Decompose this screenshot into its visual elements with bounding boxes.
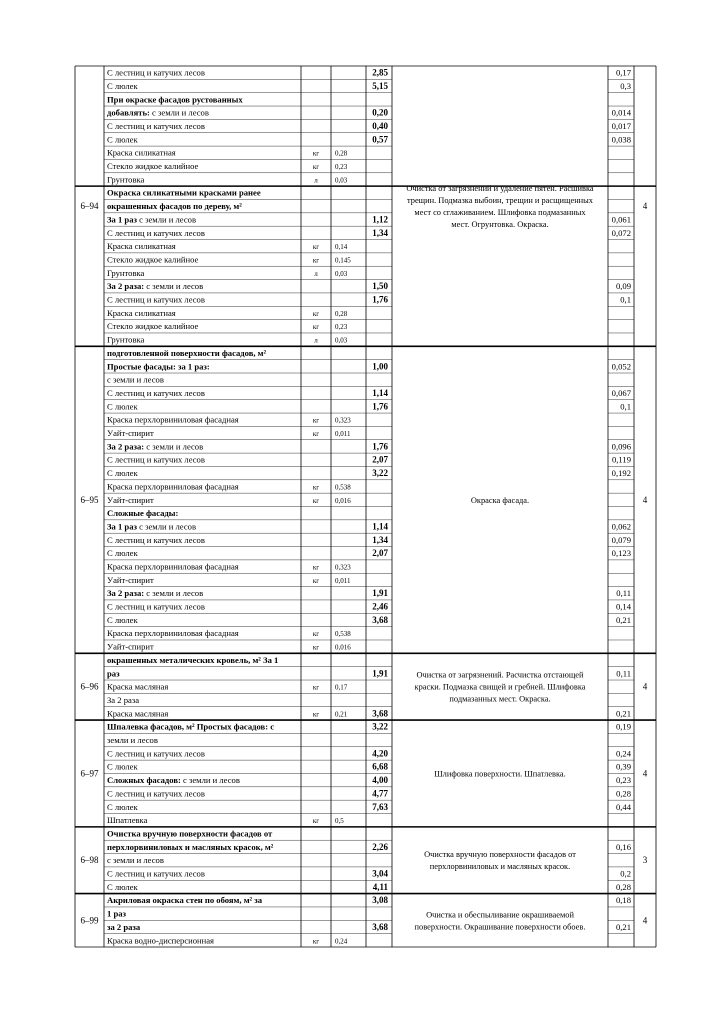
row-description: Краска силикатная (107, 147, 176, 158)
row-description: С люлек (107, 401, 138, 412)
row-norm-secondary: 0,067 (611, 387, 631, 398)
row-consumption: 0,23 (335, 163, 348, 172)
row-description: Сложных фасадов: с земли и лесов (107, 775, 240, 786)
row-consumption: 0,538 (335, 630, 351, 639)
row-description: за 2 раза (107, 921, 141, 932)
row-consumption: 0,5 (335, 817, 344, 826)
row-norm-secondary: 0,1 (620, 401, 631, 412)
row-norm-secondary: 0,18 (615, 895, 631, 906)
row-description: За 2 раза: с земли и лесов (107, 588, 204, 599)
row-consumption: 0,538 (335, 483, 351, 492)
row-norm-secondary: 0,28 (615, 788, 631, 799)
row-norm-secondary: 0,21 (615, 708, 631, 719)
row-description: Краска водно-дисперсионная (107, 935, 215, 946)
row-description: За 2 раза (107, 694, 140, 705)
row-description: С люлек (107, 881, 138, 892)
row-norm-time: 3,22 (372, 721, 388, 732)
row-norm-time: 7,63 (372, 801, 388, 812)
row-consumption: 0,14 (335, 243, 348, 252)
row-norm-secondary: 0,16 (615, 841, 631, 852)
row-unit: кг (312, 576, 320, 585)
row-unit: кг (312, 323, 320, 332)
row-description: подготовленной поверхности фасадов, м² (107, 347, 267, 358)
row-norm-secondary: 0,3 (620, 80, 631, 91)
row-unit: кг (312, 416, 320, 425)
row-description: За 2 раза: с земли и лесов (107, 281, 204, 292)
row-description: Шпалевка фасадов, м² Простых фасадов: с (107, 721, 275, 732)
row-norm-secondary: 0,079 (611, 534, 631, 545)
row-description: С лестниц и катучих лесов (107, 748, 205, 759)
row-description: С лестниц и катучих лесов (107, 868, 205, 879)
row-description: С лестниц и катучих лесов (107, 121, 205, 132)
work-content-line: Очистка от загрязнений. Расчистка отстающей (416, 670, 584, 680)
row-description: окрашенных фасадов по дереву, м² (107, 201, 242, 212)
row-unit: кг (312, 256, 320, 265)
row-norm-secondary: 0,017 (611, 121, 631, 132)
row-consumption: 0,23 (335, 323, 348, 332)
row-description: добавлять: с земли и лесов (107, 107, 209, 118)
row-description: Сложные фасады: (107, 508, 179, 519)
row-description: С лестниц и катучих лесов (107, 227, 205, 238)
row-norm-secondary: 0,24 (615, 748, 631, 759)
row-consumption: 0,03 (335, 269, 348, 278)
row-consumption: 0,24 (335, 937, 348, 946)
row-norm-time: 0,20 (372, 107, 388, 118)
row-description: С люлек (107, 614, 138, 625)
row-description: Краска силикатная (107, 307, 176, 318)
row-description: С лестниц и катучих лесов (107, 788, 205, 799)
row-norm-time: 1,91 (372, 588, 388, 599)
row-description: 1 раз (107, 908, 126, 919)
row-norm-time: 3,68 (372, 708, 388, 719)
work-content-line: мест. Огрунтовка. Окраска. (451, 220, 549, 230)
row-unit: кг (312, 817, 320, 826)
row-unit: кг (312, 430, 320, 439)
row-description: Краска перхлорвиниловая фасадная (107, 481, 239, 492)
row-norm-secondary: 0,19 (615, 721, 631, 732)
row-norm-secondary: 0,11 (616, 588, 631, 599)
row-norm-time: 3,22 (372, 468, 388, 479)
row-norm-secondary: 0,119 (611, 454, 631, 465)
group-code: 6–97 (80, 768, 99, 779)
row-norm-secondary: 0,072 (611, 227, 631, 238)
row-description: С лестниц и катучих лесов (107, 387, 205, 398)
group-code: 6–95 (80, 494, 99, 505)
work-content-line: поверхности. Окрашивание поверхности обоев. (414, 922, 586, 932)
row-unit: кг (312, 563, 320, 572)
row-norm-time: 2,07 (372, 548, 388, 559)
group-code: 6–94 (80, 201, 99, 212)
row-description: Краска масляная (107, 708, 169, 719)
row-norm-time: 1,76 (372, 441, 388, 452)
row-description: раз (107, 668, 120, 679)
work-content-line: Очистка и обеспыливание окрашиваемой (426, 910, 574, 920)
row-description: С люлек (107, 548, 138, 559)
row-description: Грунтовка (107, 174, 145, 185)
group-category: 4 (642, 768, 648, 779)
row-unit: л (314, 336, 318, 345)
row-unit: кг (312, 483, 320, 492)
row-consumption: 0,011 (335, 576, 351, 585)
row-description: С лестниц и катучих лесов (107, 67, 205, 78)
row-norm-time: 4,11 (372, 881, 388, 892)
row-norm-secondary: 0,038 (611, 134, 631, 145)
row-description: С лестниц и катучих лесов (107, 454, 205, 465)
row-norm-time: 1,50 (372, 281, 388, 292)
row-description: Окраска силикатными красками ранее (107, 187, 261, 198)
group-code: 6–99 (80, 915, 99, 926)
row-norm-secondary: 0,44 (615, 801, 631, 812)
row-norm-time: 2,85 (372, 67, 388, 78)
group-category: 4 (642, 494, 648, 505)
row-description: С люлек (107, 80, 138, 91)
row-norm-time: 1,14 (372, 521, 388, 532)
row-unit: кг (312, 643, 320, 652)
row-consumption: 0,016 (335, 496, 351, 505)
row-consumption: 0,28 (335, 309, 348, 318)
row-description: Грунтовка (107, 267, 145, 278)
row-description: Уайт-спирит (107, 494, 154, 505)
row-norm-time: 3,68 (372, 614, 388, 625)
row-unit: кг (312, 309, 320, 318)
row-description: С люлек (107, 801, 138, 812)
row-description: С люлек (107, 468, 138, 479)
row-norm-secondary: 0,17 (615, 67, 631, 78)
row-norm-secondary: 0,21 (615, 614, 631, 625)
row-unit: кг (312, 163, 320, 172)
row-norm-secondary: 0,123 (611, 548, 631, 559)
row-description: Краска перхлорвиниловая фасадная (107, 561, 239, 572)
row-description: Уайт-спирит (107, 641, 154, 652)
row-unit: кг (312, 243, 320, 252)
row-norm-secondary: 0,11 (616, 668, 631, 679)
row-norm-time: 4,77 (372, 788, 388, 799)
row-norm-secondary: 0,2 (620, 868, 631, 879)
row-consumption: 0,323 (335, 416, 351, 425)
row-norm-secondary: 0,052 (611, 361, 631, 372)
work-content-line: мест со сглаживанием. Шлифовка подмазанных (414, 208, 586, 218)
row-description: Акриловая окраска стен по обоям, м² за (107, 895, 263, 906)
row-norm-secondary: 0,096 (611, 441, 631, 452)
row-unit: кг (312, 683, 320, 692)
row-norm-secondary: 0,014 (611, 107, 631, 118)
row-description: За 2 раза: с земли и лесов (107, 441, 204, 452)
row-norm-time: 1,76 (372, 294, 388, 305)
row-description: Простые фасады: за 1 раз: (107, 361, 210, 372)
row-norm-secondary: 0,1 (620, 294, 631, 305)
row-description: С люлек (107, 761, 138, 772)
row-unit: кг (312, 149, 320, 158)
row-description: окрашенных металических кровель, м² За 1 (107, 654, 279, 665)
row-norm-time: 0,40 (372, 121, 388, 132)
row-consumption: 0,17 (335, 683, 348, 692)
work-content-line: краски. Подмазка свищей и гребней. Шлифовка (414, 682, 586, 692)
row-description: Краска перхлорвиниловая фасадная (107, 628, 239, 639)
row-description: Краска силикатная (107, 241, 176, 252)
row-consumption: 0,21 (335, 710, 348, 719)
row-description: С лестниц и катучих лесов (107, 534, 205, 545)
row-description: Уайт-спирит (107, 428, 154, 439)
group-category: 3 (642, 855, 648, 866)
row-norm-secondary: 0,39 (615, 761, 631, 772)
group-category: 4 (642, 915, 648, 926)
row-norm-time: 2,26 (372, 841, 388, 852)
work-content-line: Окраска фасада. (470, 495, 530, 505)
row-description: Уайт-спирит (107, 574, 154, 585)
row-norm-secondary: 0,09 (615, 281, 631, 292)
group-category: 4 (642, 681, 648, 692)
group-category: 4 (642, 201, 648, 212)
row-description: Грунтовка (107, 334, 145, 345)
row-unit: л (314, 269, 318, 278)
row-norm-time: 4,20 (372, 748, 388, 759)
row-norm-secondary: 0,14 (615, 601, 631, 612)
group-code: 6–98 (80, 855, 99, 866)
row-description: Стекло жидкое калийное (107, 254, 199, 265)
row-unit: л (314, 176, 318, 185)
row-norm-time: 1,00 (372, 361, 388, 372)
row-norm-secondary: 0,061 (611, 214, 631, 225)
work-content-line: Шлифовка поверхности. Шпатлевка. (434, 769, 566, 779)
group-code: 6–96 (80, 681, 99, 692)
row-unit: кг (312, 937, 320, 946)
work-content-line: подмазанных мест. Окраска. (449, 694, 551, 704)
row-norm-time: 1,14 (372, 387, 388, 398)
row-description: С люлек (107, 134, 138, 145)
row-consumption: 0,03 (335, 176, 348, 185)
row-norm-time: 1,12 (372, 214, 388, 225)
row-consumption: 0,011 (335, 430, 351, 439)
row-description: с земли и лесов (107, 374, 164, 385)
row-norm-time: 1,76 (372, 401, 388, 412)
work-content-line: Очистка вручную поверхности фасадов от (424, 850, 576, 860)
row-norm-time: 1,34 (372, 227, 388, 238)
row-description: перхлорвиниловых и масляных красок, м² (107, 841, 274, 852)
row-unit: кг (312, 710, 320, 719)
row-norm-secondary: 0,192 (611, 468, 631, 479)
row-consumption: 0,145 (335, 256, 351, 265)
row-description: с земли и лесов (107, 855, 164, 866)
row-norm-time: 4,00 (372, 775, 388, 786)
row-consumption: 0,03 (335, 336, 348, 345)
row-unit: кг (312, 630, 320, 639)
row-description: Краска перхлорвиниловая фасадная (107, 414, 239, 425)
row-description: За 1 раз с земли и лесов (107, 521, 196, 532)
row-norm-secondary: 0,28 (615, 881, 631, 892)
work-content-line: перхлорвиниловых и масляных красок. (429, 862, 571, 872)
row-description: земли и лесов (107, 735, 158, 746)
row-norm-time: 3,04 (372, 868, 388, 879)
row-norm-time: 6,68 (372, 761, 388, 772)
row-norm-secondary: 0,21 (615, 921, 631, 932)
row-norm-time: 3,08 (372, 895, 388, 906)
row-consumption: 0,323 (335, 563, 351, 572)
row-description: При окраске фасадов рустованных (107, 94, 243, 105)
row-norm-secondary: 0,23 (615, 775, 631, 786)
row-norm-time: 3,68 (372, 921, 388, 932)
row-description: Шпатлевка (107, 815, 148, 826)
work-content-line: Очистка от загрязнений и удаление пятен. Расшивка (406, 184, 594, 194)
row-norm-secondary: 0,062 (611, 521, 631, 532)
row-description: С лестниц и катучих лесов (107, 294, 205, 305)
row-description: С лестниц и катучих лесов (107, 601, 205, 612)
row-description: Стекло жидкое калийное (107, 161, 199, 172)
row-description: За 1 раз с земли и лесов (107, 214, 196, 225)
row-norm-time: 2,07 (372, 454, 388, 465)
row-unit: кг (312, 496, 320, 505)
row-consumption: 0,28 (335, 149, 348, 158)
work-content-line: трещин. Подмазка выбоин, трещин и расщищенных (407, 196, 593, 206)
row-consumption: 0,016 (335, 643, 351, 652)
row-norm-time: 0,57 (372, 134, 388, 145)
row-norm-time: 1,91 (372, 668, 388, 679)
row-norm-time: 2,46 (372, 601, 388, 612)
row-description: Краска масляная (107, 681, 169, 692)
row-norm-time: 1,34 (372, 534, 388, 545)
row-norm-time: 5,15 (372, 80, 388, 91)
row-description: Очистка вручную поверхности фасадов от (107, 828, 273, 839)
row-description: Стекло жидкое калийное (107, 321, 199, 332)
